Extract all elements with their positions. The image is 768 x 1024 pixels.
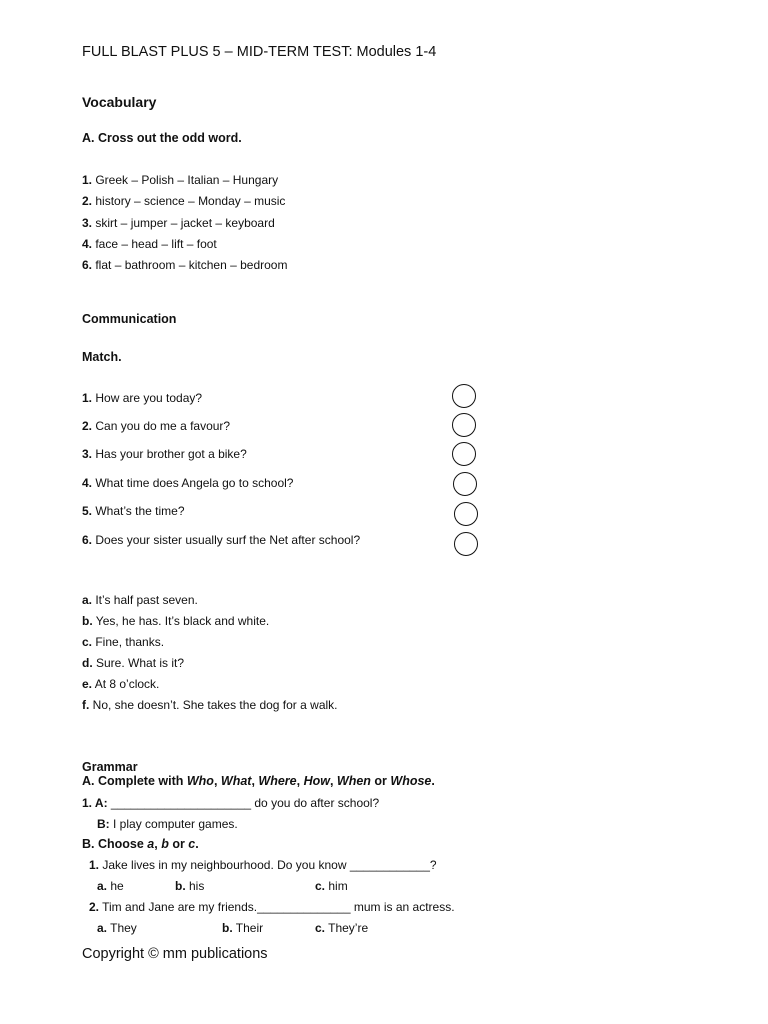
answer-letter: f. xyxy=(82,698,90,712)
question-text: Has your brother got a bike? xyxy=(92,447,247,461)
vocab-item xyxy=(82,237,217,251)
answer-circle[interactable] xyxy=(452,384,476,408)
question-item xyxy=(82,419,230,433)
vocab-item-num: 3. xyxy=(82,216,93,230)
answer-circle[interactable] xyxy=(452,413,476,437)
answer-letter: c. xyxy=(82,635,93,649)
answer-text: No, she doesn’t. She takes the dog for a walk. xyxy=(89,698,338,712)
option-c: c. him xyxy=(315,879,348,893)
question-text: What’s the time? xyxy=(92,504,185,518)
answer-text: At 8 o’clock. xyxy=(92,677,160,691)
grammar-b1-question: 1. Jake lives in my neighbourhood. Do you know ____________? xyxy=(89,858,437,872)
grammar-title: Grammar xyxy=(82,760,138,774)
answer-circle[interactable] xyxy=(452,442,476,466)
option-a: a. They xyxy=(97,921,137,935)
answer-item xyxy=(82,614,269,628)
question-text: Can you do me a favour? xyxy=(92,419,231,433)
grammar-a1-answer: B: I play computer games. xyxy=(97,817,238,831)
question-item xyxy=(82,476,293,490)
vocab-item xyxy=(82,258,287,272)
copyright-footer: Copyright © mm publications xyxy=(82,946,268,962)
question-num: 3. xyxy=(82,447,93,461)
answer-letter: e. xyxy=(82,677,93,691)
vocab-item-text: flat – bathroom – kitchen – bedroom xyxy=(92,258,288,272)
answer-text: Yes, he has. It’s black and white. xyxy=(92,614,270,628)
answer-circle[interactable] xyxy=(454,502,478,526)
vocab-item xyxy=(82,216,275,230)
question-item xyxy=(82,533,360,547)
grammar-a1-question: 1. A: _____________________ do you do after school? xyxy=(82,796,380,810)
vocabulary-instruction: A. Cross out the odd word. xyxy=(82,131,242,145)
communication-title: Communication xyxy=(82,312,177,326)
vocabulary-title: Vocabulary xyxy=(82,94,157,110)
answer-letter: a. xyxy=(82,593,93,607)
vocab-item-text: Greek – Polish – Italian – Hungary xyxy=(92,173,279,187)
question-num: 5. xyxy=(82,504,93,518)
grammar-a-instruction: A. Complete with Who, What, Where, How, When or Whose. xyxy=(82,774,435,788)
vocab-item-text: skirt – jumper – jacket – keyboard xyxy=(92,216,275,230)
question-text: Does your sister usually surf the Net after school? xyxy=(92,533,361,547)
question-num: 2. xyxy=(82,419,93,433)
question-num: 4. xyxy=(82,476,93,490)
answer-text: It’s half past seven. xyxy=(92,593,198,607)
question-num: 1. xyxy=(82,391,93,405)
vocab-item-text: history – science – Monday – music xyxy=(92,194,286,208)
vocab-item-text: face – head – lift – foot xyxy=(92,237,217,251)
option-b: b. Their xyxy=(222,921,264,935)
option-a: a. he xyxy=(97,879,124,893)
answer-item xyxy=(82,698,338,712)
vocab-item-num: 4. xyxy=(82,237,93,251)
vocab-item-num: 1. xyxy=(82,173,93,187)
option-c: c. They’re xyxy=(315,921,369,935)
question-item xyxy=(82,504,185,518)
answer-circle[interactable] xyxy=(453,472,477,496)
answer-circle[interactable] xyxy=(454,532,478,556)
answer-letter: d. xyxy=(82,656,93,670)
answer-letter: b. xyxy=(82,614,93,628)
answer-item xyxy=(82,593,198,607)
question-item xyxy=(82,447,247,461)
answer-item xyxy=(82,656,184,670)
vocab-item-num: 6. xyxy=(82,258,93,272)
answer-text: Fine, thanks. xyxy=(92,635,165,649)
answer-item xyxy=(82,635,164,649)
test-header: FULL BLAST PLUS 5 – MID-TERM TEST: Modules 1-4 xyxy=(82,44,437,60)
question-text: What time does Angela go to school? xyxy=(92,476,294,490)
option-b: b. his xyxy=(175,879,205,893)
vocab-item xyxy=(82,173,278,187)
vocab-item-num: 2. xyxy=(82,194,93,208)
answer-text: Sure. What is it? xyxy=(92,656,185,670)
answer-item xyxy=(82,677,159,691)
communication-instruction: Match. xyxy=(82,350,122,364)
question-item xyxy=(82,391,202,405)
question-num: 6. xyxy=(82,533,93,547)
grammar-b2-question: 2. Tim and Jane are my friends.______________ mum is an actress. xyxy=(89,900,455,914)
vocab-item xyxy=(82,194,285,208)
question-text: How are you today? xyxy=(92,391,203,405)
grammar-b-instruction: B. Choose a, b or c. xyxy=(82,837,199,851)
